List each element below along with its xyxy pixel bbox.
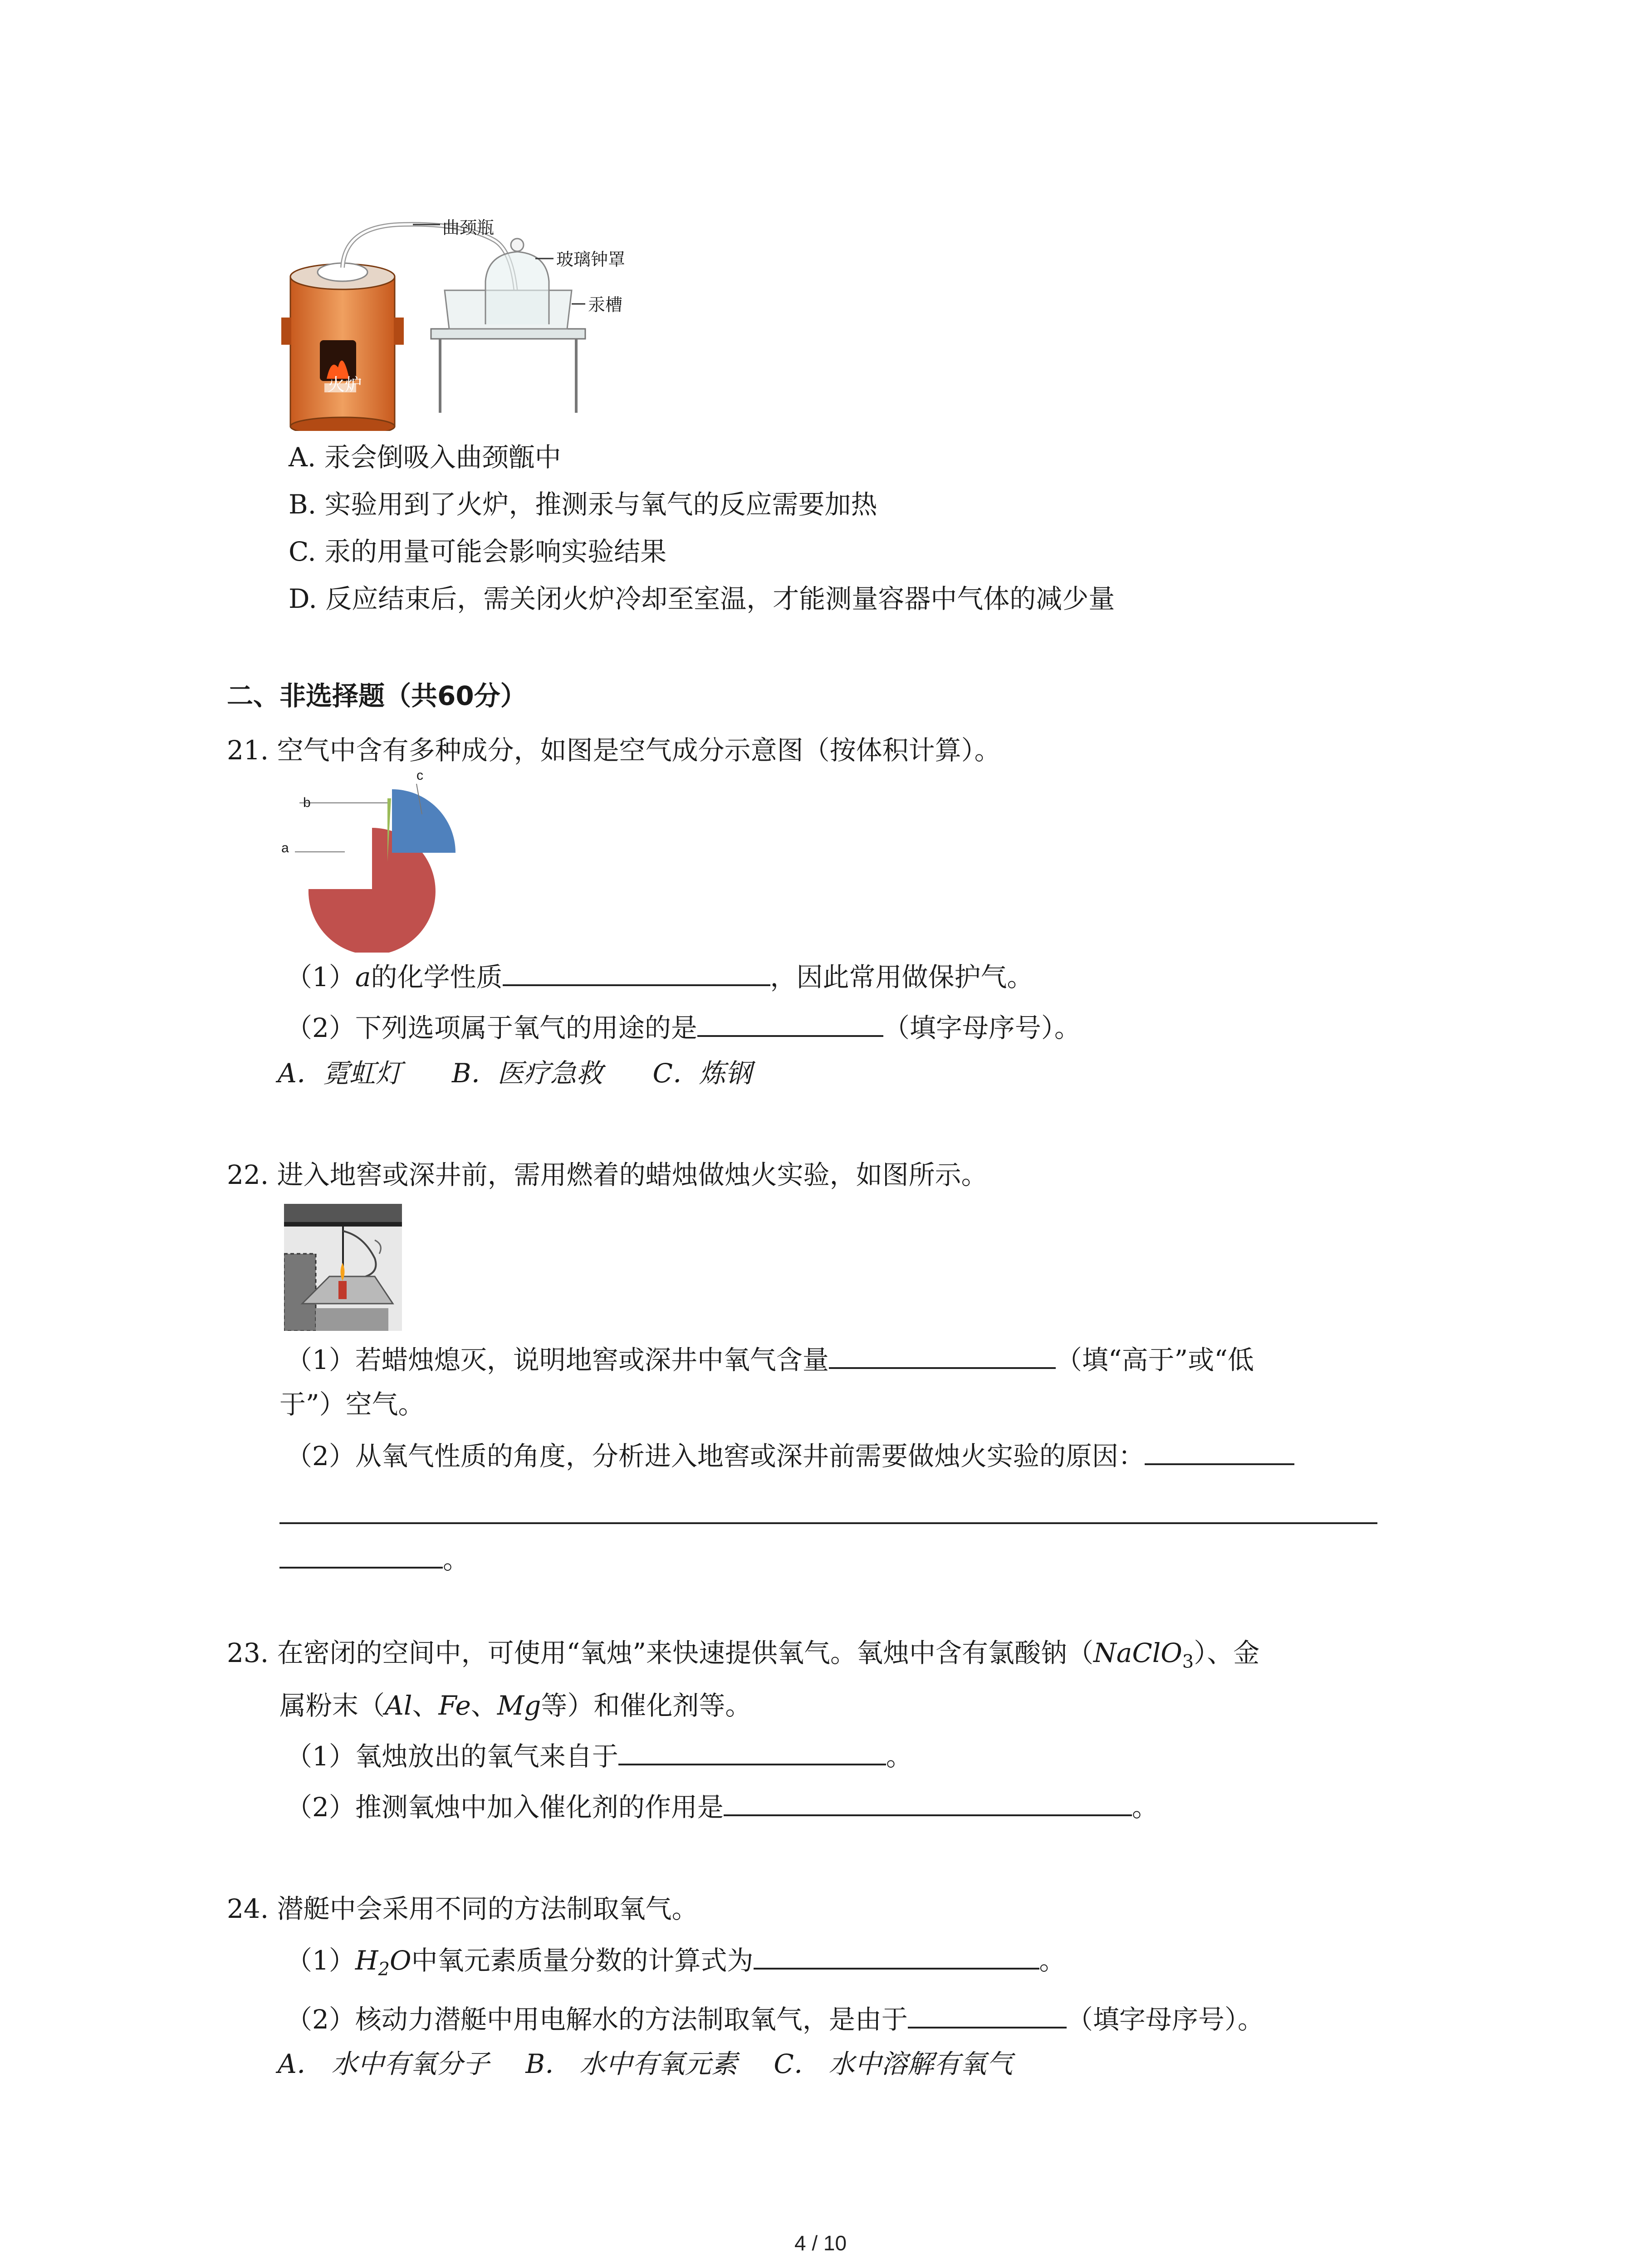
label-trough: 汞槽 bbox=[588, 295, 623, 315]
q22-answer-blank-1[interactable] bbox=[829, 1341, 1056, 1369]
q21-stem: 21. 空气中含有多种成分，如图是空气成分示意图（按体积计算）。 bbox=[227, 735, 1001, 766]
label-retort: 曲颈瓶 bbox=[442, 218, 495, 238]
q22-answer-blank-2a[interactable] bbox=[1145, 1437, 1294, 1465]
q24-stem: 24. 潜艇中会采用不同的方法制取氧气。 bbox=[227, 1893, 698, 1924]
pie-slice-c bbox=[392, 789, 456, 853]
pie-label-c: c bbox=[416, 768, 423, 783]
q24-part1: $(1)H_2O$中氧元素质量分数的计算式为 。 bbox=[286, 1941, 1066, 1988]
q21-answer-blank-2[interactable] bbox=[697, 1009, 883, 1037]
q24-answer-blank-1[interactable] bbox=[754, 1941, 1039, 1970]
candle-test-figure bbox=[284, 1204, 402, 1331]
q23-answer-blank-1[interactable] bbox=[618, 1737, 886, 1765]
q24-options: A． 水中有氧分子 B． 水中有氧元素 C． 水中溶解有氧气 bbox=[278, 2048, 1013, 2079]
q20-option-a: A. 汞会倒吸入曲颈甑中 bbox=[289, 442, 561, 473]
section-title: 二、非选择题（共60分） bbox=[227, 680, 527, 711]
q24-part2: （2）核动力潜艇中用电解水的方法制取氧气，是由于 （填字母序号）。 bbox=[286, 2000, 1264, 2038]
lavoisier-apparatus-figure bbox=[281, 213, 626, 431]
air-composition-pie-chart bbox=[272, 771, 472, 953]
label-furnace: 火炉 bbox=[328, 375, 362, 395]
q23-stem: 23. 在密闭的空间中，可使用“氧烛”来快速提供氧气。氧烛中含有氯酸钠（NaClO$_3$）、金 bbox=[227, 1637, 1260, 1672]
q22-part2-line3: 。 bbox=[279, 1540, 469, 1578]
q23-part1: （1）氧烛放出的氧气来自于 。 bbox=[286, 1737, 912, 1774]
page-number: 4 / 10 bbox=[794, 2231, 847, 2255]
q22-part2: （2）从氧气性质的角度，分析进入地窖或深井前需要做烛火实验的原因： bbox=[286, 1437, 1294, 1474]
q23-answer-blank-2[interactable] bbox=[724, 1788, 1132, 1816]
q24-answer-blank-2[interactable] bbox=[908, 2000, 1067, 2028]
q22-part1-line2: 于”）空气。 bbox=[279, 1389, 425, 1420]
q23-part2: （2）推测氧烛中加入催化剂的作用是 。 bbox=[286, 1788, 1158, 1825]
q22-stem: 22. 进入地窖或深井前，需用燃着的蜡烛做烛火实验，如图所示。 bbox=[227, 1159, 988, 1190]
q23-stem-line2: 属粉末（Al、Fe、Mg等）和催化剂等。 bbox=[279, 1690, 752, 1721]
pie-label-b: b bbox=[303, 795, 311, 810]
q21-part2: （2）下列选项属于氧气的用途的是 （填字母序号）。 bbox=[286, 1009, 1081, 1046]
q21-part1: （1）a的化学性质 ，因此常用做保护气。 bbox=[286, 958, 1034, 995]
q20-option-b: B. 实验用到了火炉，推测汞与氧气的反应需要加热 bbox=[289, 489, 877, 520]
q21-options: A．霓虹灯 B．医疗急救 C．炼钢 bbox=[278, 1058, 752, 1089]
q20-option-c: C. 汞的用量可能会影响实验结果 bbox=[289, 536, 667, 567]
q22-part1: （1）若蜡烛熄灭，说明地窖或深井中氧气含量 （填“高于”或“低 bbox=[286, 1341, 1254, 1378]
q21-answer-blank-1[interactable] bbox=[503, 958, 770, 986]
q22-answer-blank-2c[interactable] bbox=[279, 1540, 443, 1569]
label-bell-jar: 玻璃钟罩 bbox=[556, 249, 626, 269]
q20-option-d: D. 反应结束后，需关闭火炉冷却至室温，才能测量容器中气体的减少量 bbox=[289, 583, 1115, 614]
pie-label-a: a bbox=[281, 841, 289, 855]
q22-answer-blank-2b[interactable] bbox=[279, 1522, 1377, 1524]
